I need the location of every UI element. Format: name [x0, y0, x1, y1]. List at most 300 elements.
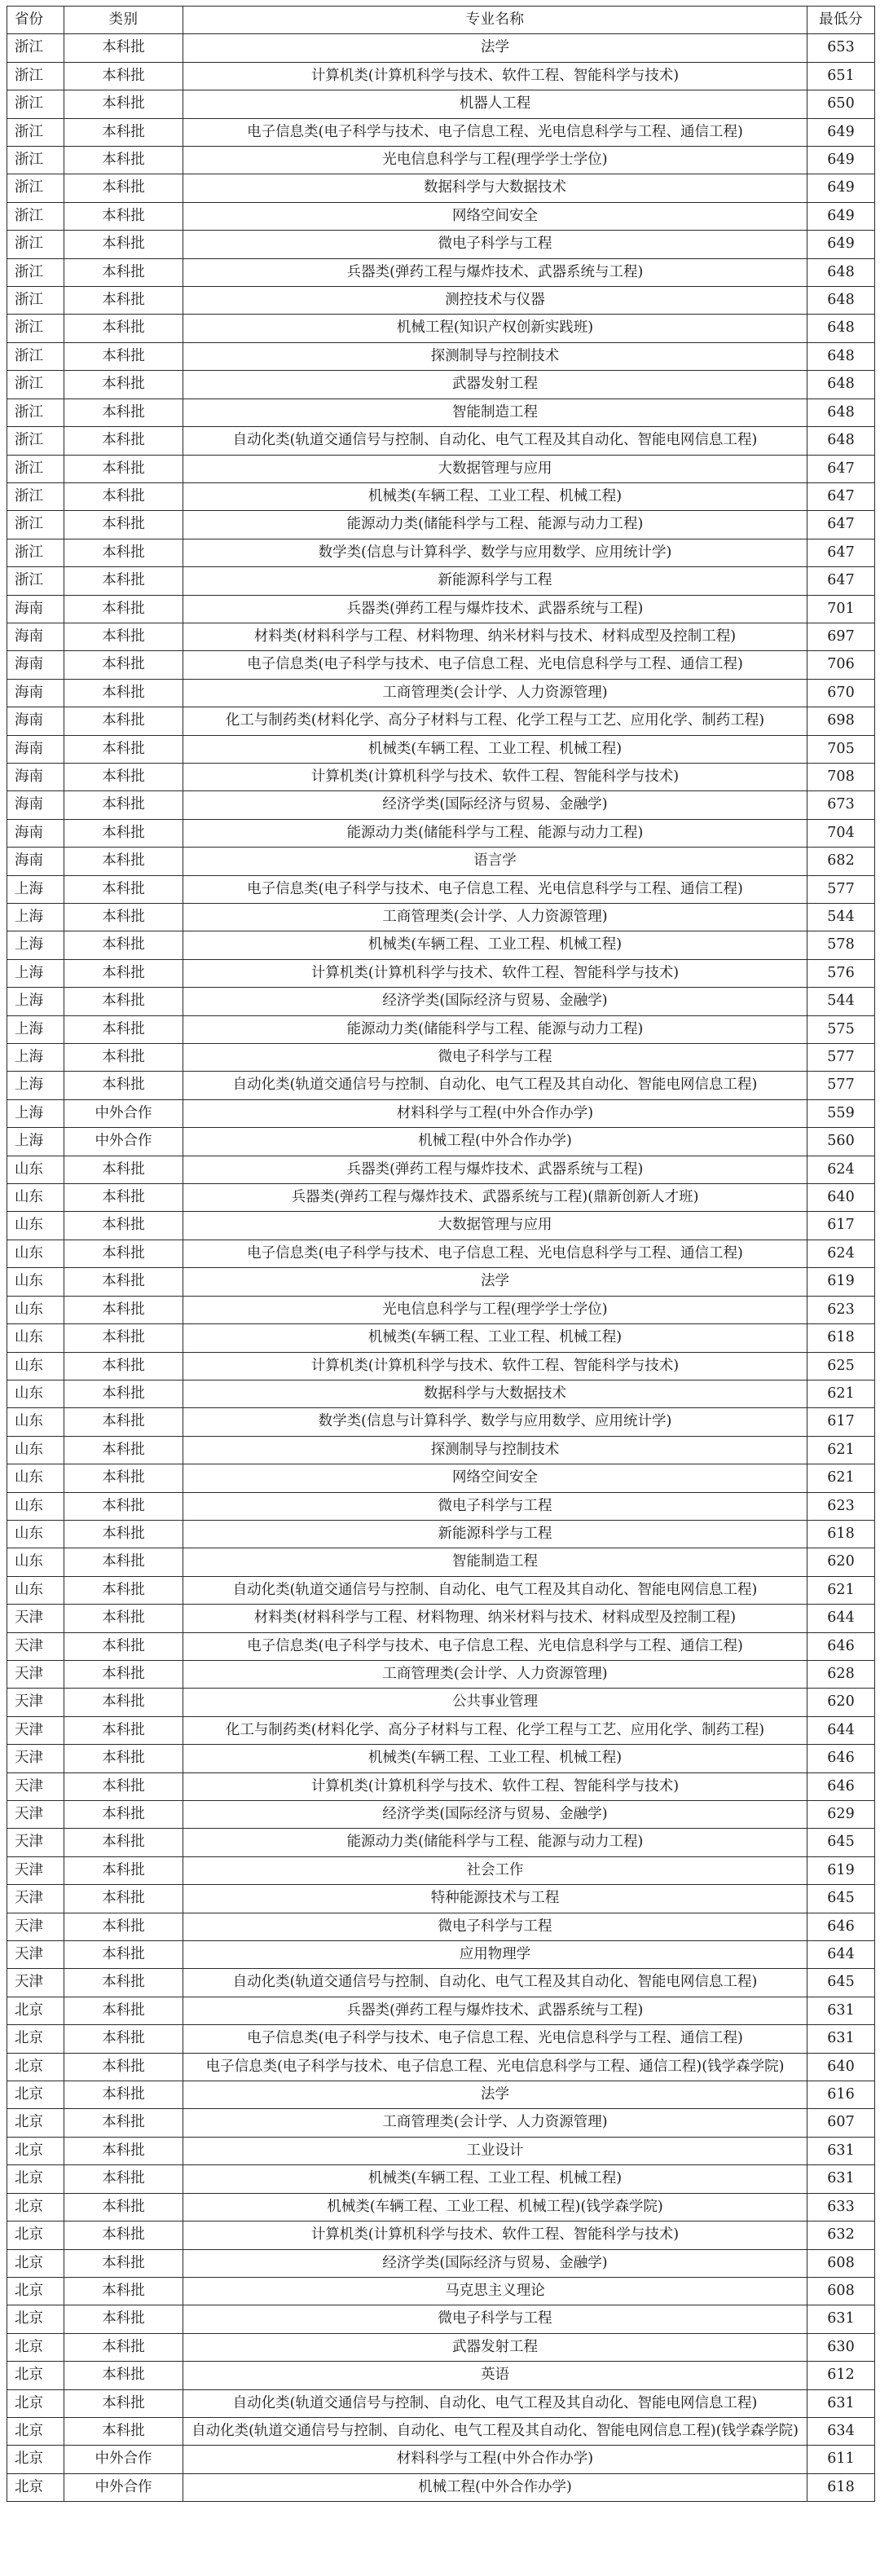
cell-min-score: 608 — [807, 2277, 875, 2305]
cell-category: 本科批 — [64, 1240, 183, 1267]
cell-category: 中外合作 — [64, 1128, 183, 1156]
cell-min-score: 648 — [807, 258, 875, 286]
cell-min-score: 648 — [807, 427, 875, 455]
cell-major-name: 光电信息科学与工程(理学学士学位) — [183, 1296, 807, 1323]
table-row — [7, 427, 875, 455]
cell-category: 本科批 — [64, 595, 183, 623]
cell-min-score: 649 — [807, 147, 875, 174]
cell-category: 本科批 — [64, 1072, 183, 1099]
cell-min-score: 544 — [807, 988, 875, 1015]
cell-major-name: 经济学类(国际经济与贸易、金融学) — [183, 2249, 807, 2277]
cell-major-name: 自动化类(轨道交通信号与控制、自动化、电气工程及其自动化、智能电网信息工程) — [183, 1969, 807, 1997]
cell-major-name: 网络空间安全 — [183, 202, 807, 230]
cell-min-score: 631 — [807, 2137, 875, 2164]
table-row — [7, 595, 875, 623]
header-category: 类别 — [64, 7, 183, 34]
cell-major-name: 机械工程(中外合作办学) — [183, 1128, 807, 1156]
table-row — [7, 1716, 875, 1744]
cell-province: 北京 — [7, 2137, 64, 2164]
cell-category: 本科批 — [64, 707, 183, 735]
table-row — [7, 2249, 875, 2277]
table-row — [7, 1156, 875, 1183]
cell-major-name: 计算机类(计算机科学与技术、软件工程、智能科学与技术) — [183, 959, 807, 987]
cell-min-score: 646 — [807, 1632, 875, 1660]
cell-min-score: 608 — [807, 2249, 875, 2277]
cell-category: 本科批 — [64, 1801, 183, 1829]
cell-category: 本科批 — [64, 1772, 183, 1800]
cell-category: 中外合作 — [64, 2446, 183, 2473]
cell-category: 本科批 — [64, 1408, 183, 1436]
cell-province: 北京 — [7, 2473, 64, 2501]
cell-category: 本科批 — [64, 848, 183, 875]
cell-province: 山东 — [7, 1156, 64, 1183]
cell-min-score: 653 — [807, 34, 875, 62]
table-row — [7, 931, 875, 959]
cell-province: 浙江 — [7, 231, 64, 258]
cell-major-name: 材料类(材料科学与工程、材料物理、纳米材料与技术、材料成型及控制工程) — [183, 623, 807, 650]
table-row — [7, 1829, 875, 1856]
table-row — [7, 2333, 875, 2361]
table-row — [7, 90, 875, 118]
cell-major-name: 微电子科学与工程 — [183, 1044, 807, 1072]
cell-major-name: 智能制造工程 — [183, 399, 807, 426]
cell-major-name: 测控技术与仪器 — [183, 287, 807, 315]
table-row — [7, 2417, 875, 2445]
cell-min-score: 577 — [807, 1044, 875, 1072]
cell-min-score: 612 — [807, 2362, 875, 2389]
cell-category: 本科批 — [64, 1969, 183, 1997]
cell-category: 本科批 — [64, 931, 183, 959]
cell-category: 本科批 — [64, 2193, 183, 2221]
cell-major-name: 大数据管理与应用 — [183, 1212, 807, 1240]
cell-min-score: 698 — [807, 707, 875, 735]
table-row — [7, 1436, 875, 1464]
cell-category: 本科批 — [64, 90, 183, 118]
cell-province: 海南 — [7, 763, 64, 790]
cell-min-score: 644 — [807, 1716, 875, 1744]
table-row — [7, 1324, 875, 1352]
cell-major-name: 数据科学与大数据技术 — [183, 1380, 807, 1407]
cell-province: 天津 — [7, 1885, 64, 1913]
cell-province: 天津 — [7, 1660, 64, 1688]
cell-major-name: 法学 — [183, 2081, 807, 2109]
cell-category: 本科批 — [64, 62, 183, 90]
cell-province: 山东 — [7, 1408, 64, 1436]
cell-category: 本科批 — [64, 1689, 183, 1716]
cell-province: 海南 — [7, 735, 64, 763]
cell-major-name: 经济学类(国际经济与贸易、金融学) — [183, 791, 807, 819]
cell-min-score: 706 — [807, 651, 875, 679]
cell-province: 山东 — [7, 1324, 64, 1352]
cell-category: 本科批 — [64, 34, 183, 62]
cell-category: 本科批 — [64, 679, 183, 707]
cell-major-name: 机械类(车辆工程、工业工程、机械工程) — [183, 2165, 807, 2193]
table-row — [7, 1856, 875, 1884]
table-row — [7, 174, 875, 202]
table-row — [7, 1296, 875, 1323]
cell-major-name: 兵器类(弹药工程与爆炸技术、武器系统与工程)(鼎新创新人才班) — [183, 1184, 807, 1212]
cell-province: 浙江 — [7, 90, 64, 118]
cell-min-score: 631 — [807, 2025, 875, 2053]
cell-province: 北京 — [7, 2417, 64, 2445]
cell-category: 本科批 — [64, 904, 183, 931]
cell-major-name: 马克思主义理论 — [183, 2277, 807, 2305]
cell-category: 本科批 — [64, 1044, 183, 1072]
cell-min-score: 644 — [807, 1605, 875, 1632]
table-row — [7, 1492, 875, 1520]
cell-min-score: 682 — [807, 848, 875, 875]
cell-province: 天津 — [7, 1856, 64, 1884]
cell-min-score: 647 — [807, 455, 875, 482]
cell-category: 本科批 — [64, 2222, 183, 2249]
cell-major-name: 自动化类(轨道交通信号与控制、自动化、电气工程及其自动化、智能电网信息工程) — [183, 2389, 807, 2417]
cell-major-name: 数据科学与大数据技术 — [183, 174, 807, 202]
cell-province: 浙江 — [7, 287, 64, 315]
cell-category: 本科批 — [64, 2305, 183, 2333]
cell-province: 上海 — [7, 904, 64, 931]
cell-min-score: 619 — [807, 1856, 875, 1884]
header-min-score: 最低分 — [807, 7, 875, 34]
cell-category: 本科批 — [64, 791, 183, 819]
cell-province: 浙江 — [7, 399, 64, 426]
cell-province: 北京 — [7, 2389, 64, 2417]
cell-province: 北京 — [7, 2193, 64, 2221]
cell-province: 北京 — [7, 2249, 64, 2277]
cell-major-name: 机械类(车辆工程、工业工程、机械工程) — [183, 1745, 807, 1772]
cell-province: 北京 — [7, 2081, 64, 2109]
cell-min-score: 648 — [807, 287, 875, 315]
cell-major-name: 微电子科学与工程 — [183, 1492, 807, 1520]
table-row — [7, 623, 875, 650]
table-row — [7, 539, 875, 566]
cell-province: 上海 — [7, 959, 64, 987]
cell-min-score: 607 — [807, 2109, 875, 2137]
cell-category: 本科批 — [64, 455, 183, 482]
table-row — [7, 2389, 875, 2417]
cell-min-score: 618 — [807, 2473, 875, 2501]
cell-province: 山东 — [7, 1380, 64, 1407]
cell-province: 天津 — [7, 1829, 64, 1856]
cell-province: 天津 — [7, 1632, 64, 1660]
cell-min-score: 628 — [807, 1660, 875, 1688]
cell-category: 本科批 — [64, 315, 183, 342]
table-row — [7, 904, 875, 931]
table-row — [7, 1015, 875, 1043]
table-row — [7, 1072, 875, 1099]
cell-category: 本科批 — [64, 342, 183, 370]
cell-major-name: 探测制导与控制技术 — [183, 342, 807, 370]
table-row — [7, 482, 875, 510]
cell-category: 本科批 — [64, 1184, 183, 1212]
cell-province: 海南 — [7, 651, 64, 679]
cell-province: 北京 — [7, 2446, 64, 2473]
table-row — [7, 1212, 875, 1240]
cell-min-score: 577 — [807, 1072, 875, 1099]
table-row — [7, 315, 875, 342]
cell-major-name: 材料科学与工程(中外合作办学) — [183, 1099, 807, 1127]
table-row — [7, 1184, 875, 1212]
cell-min-score: 616 — [807, 2081, 875, 2109]
cell-min-score: 631 — [807, 2305, 875, 2333]
cell-province: 上海 — [7, 1128, 64, 1156]
cell-province: 山东 — [7, 1576, 64, 1604]
cell-province: 浙江 — [7, 34, 64, 62]
cell-min-score: 631 — [807, 1997, 875, 2024]
cell-category: 本科批 — [64, 371, 183, 399]
cell-major-name: 经济学类(国际经济与贸易、金融学) — [183, 1801, 807, 1829]
cell-province: 山东 — [7, 1184, 64, 1212]
cell-major-name: 兵器类(弹药工程与爆炸技术、武器系统与工程) — [183, 1156, 807, 1183]
cell-category: 本科批 — [64, 1015, 183, 1043]
cell-category: 本科批 — [64, 287, 183, 315]
cell-min-score: 559 — [807, 1099, 875, 1127]
cell-province: 海南 — [7, 791, 64, 819]
table-row — [7, 2277, 875, 2305]
cell-province: 北京 — [7, 2222, 64, 2249]
cell-major-name: 数学类(信息与计算科学、数学与应用数学、应用统计学) — [183, 539, 807, 566]
cell-category: 本科批 — [64, 1632, 183, 1660]
cell-major-name: 大数据管理与应用 — [183, 455, 807, 482]
cell-province: 浙江 — [7, 315, 64, 342]
cell-category: 本科批 — [64, 1605, 183, 1632]
cell-major-name: 网络空间安全 — [183, 1464, 807, 1492]
cell-min-score: 625 — [807, 1352, 875, 1380]
cell-major-name: 新能源科学与工程 — [183, 1520, 807, 1548]
cell-category: 本科批 — [64, 2417, 183, 2445]
cell-category: 本科批 — [64, 1352, 183, 1380]
table-row — [7, 1660, 875, 1688]
cell-category: 本科批 — [64, 1464, 183, 1492]
cell-province: 天津 — [7, 1716, 64, 1744]
cell-major-name: 机械类(车辆工程、工业工程、机械工程) — [183, 735, 807, 763]
cell-major-name: 电子信息类(电子科学与技术、电子信息工程、光电信息科学与工程、通信工程) — [183, 2025, 807, 2053]
cell-major-name: 电子信息类(电子科学与技术、电子信息工程、光电信息科学与工程、通信工程) — [183, 875, 807, 903]
cell-major-name: 电子信息类(电子科学与技术、电子信息工程、光电信息科学与工程、通信工程)(钱学森学院) — [183, 2053, 807, 2081]
cell-min-score: 673 — [807, 791, 875, 819]
cell-min-score: 649 — [807, 202, 875, 230]
cell-province: 山东 — [7, 1352, 64, 1380]
cell-province: 上海 — [7, 1072, 64, 1099]
table-row — [7, 1464, 875, 1492]
table-row — [7, 848, 875, 875]
cell-province: 山东 — [7, 1520, 64, 1548]
cell-min-score: 647 — [807, 511, 875, 539]
cell-province: 山东 — [7, 1268, 64, 1296]
cell-min-score: 651 — [807, 62, 875, 90]
cell-category: 本科批 — [64, 1856, 183, 1884]
cell-min-score: 621 — [807, 1380, 875, 1407]
cell-major-name: 材料科学与工程(中外合作办学) — [183, 2446, 807, 2473]
cell-min-score: 619 — [807, 1268, 875, 1296]
cell-major-name: 能源动力类(储能科学与工程、能源与动力工程) — [183, 511, 807, 539]
table-row — [7, 2025, 875, 2053]
cell-min-score: 620 — [807, 1689, 875, 1716]
cell-category: 本科批 — [64, 482, 183, 510]
table-row — [7, 1605, 875, 1632]
cell-major-name: 材料类(材料科学与工程、材料物理、纳米材料与技术、材料成型及控制工程) — [183, 1605, 807, 1632]
cell-min-score: 640 — [807, 2053, 875, 2081]
cell-category: 本科批 — [64, 174, 183, 202]
cell-min-score: 648 — [807, 399, 875, 426]
cell-category: 本科批 — [64, 2249, 183, 2277]
table-row — [7, 1128, 875, 1156]
cell-min-score: 650 — [807, 90, 875, 118]
cell-major-name: 应用物理学 — [183, 1941, 807, 1969]
cell-province: 山东 — [7, 1464, 64, 1492]
table-row — [7, 2362, 875, 2389]
cell-major-name: 语言学 — [183, 848, 807, 875]
cell-major-name: 工业设计 — [183, 2137, 807, 2164]
cell-major-name: 计算机类(计算机科学与技术、软件工程、智能科学与技术) — [183, 2222, 807, 2249]
cell-min-score: 648 — [807, 315, 875, 342]
cell-category: 本科批 — [64, 567, 183, 595]
table-row — [7, 455, 875, 482]
cell-major-name: 自动化类(轨道交通信号与控制、自动化、电气工程及其自动化、智能电网信息工程) — [183, 1576, 807, 1604]
cell-major-name: 化工与制药类(材料化学、高分子材料与工程、化学工程与工艺、应用化学、制药工程) — [183, 707, 807, 735]
table-row — [7, 1240, 875, 1267]
cell-province: 山东 — [7, 1240, 64, 1267]
cell-major-name: 电子信息类(电子科学与技术、电子信息工程、光电信息科学与工程、通信工程) — [183, 1632, 807, 1660]
cell-province: 海南 — [7, 595, 64, 623]
cell-min-score: 646 — [807, 1745, 875, 1772]
table-row — [7, 2193, 875, 2221]
table-row — [7, 1913, 875, 1940]
cell-major-name: 机械类(车辆工程、工业工程、机械工程) — [183, 1324, 807, 1352]
cell-major-name: 微电子科学与工程 — [183, 231, 807, 258]
cell-province: 浙江 — [7, 174, 64, 202]
cell-province: 浙江 — [7, 258, 64, 286]
table-row — [7, 1380, 875, 1407]
cell-category: 中外合作 — [64, 2473, 183, 2501]
cell-min-score: 629 — [807, 1801, 875, 1829]
cell-category: 本科批 — [64, 2025, 183, 2053]
cell-major-name: 智能制造工程 — [183, 1548, 807, 1576]
cell-min-score: 647 — [807, 482, 875, 510]
cell-category: 本科批 — [64, 147, 183, 174]
cell-major-name: 能源动力类(储能科学与工程、能源与动力工程) — [183, 1829, 807, 1856]
cell-major-name: 兵器类(弹药工程与爆炸技术、武器系统与工程) — [183, 1997, 807, 2024]
cell-min-score: 647 — [807, 567, 875, 595]
table-row — [7, 679, 875, 707]
table-row — [7, 371, 875, 399]
cell-province: 浙江 — [7, 427, 64, 455]
cell-major-name: 兵器类(弹药工程与爆炸技术、武器系统与工程) — [183, 258, 807, 286]
table-row — [7, 34, 875, 62]
table-row — [7, 988, 875, 1015]
cell-province: 山东 — [7, 1296, 64, 1323]
table-row — [7, 202, 875, 230]
cell-min-score: 631 — [807, 2389, 875, 2417]
cell-province: 天津 — [7, 1941, 64, 1969]
table-row — [7, 2109, 875, 2137]
cell-min-score: 644 — [807, 1941, 875, 1969]
cell-min-score: 618 — [807, 1324, 875, 1352]
cell-major-name: 经济学类(国际经济与贸易、金融学) — [183, 988, 807, 1015]
table-row — [7, 2053, 875, 2081]
cell-major-name: 电子信息类(电子科学与技术、电子信息工程、光电信息科学与工程、通信工程) — [183, 118, 807, 146]
table-row — [7, 1632, 875, 1660]
cell-category: 本科批 — [64, 427, 183, 455]
cell-province: 浙江 — [7, 539, 64, 566]
cell-category: 本科批 — [64, 2389, 183, 2417]
cell-major-name: 自动化类(轨道交通信号与控制、自动化、电气工程及其自动化、智能电网信息工程)(钱学森学院) — [183, 2417, 807, 2445]
cell-category: 本科批 — [64, 1941, 183, 1969]
cell-category: 本科批 — [64, 2137, 183, 2164]
cell-province: 天津 — [7, 1689, 64, 1716]
cell-major-name: 武器发射工程 — [183, 2333, 807, 2361]
cell-major-name: 计算机类(计算机科学与技术、软件工程、智能科学与技术) — [183, 62, 807, 90]
cell-major-name: 计算机类(计算机科学与技术、软件工程、智能科学与技术) — [183, 1772, 807, 1800]
table-row — [7, 1408, 875, 1436]
cell-province: 上海 — [7, 875, 64, 903]
cell-province: 山东 — [7, 1492, 64, 1520]
cell-category: 本科批 — [64, 763, 183, 790]
cell-major-name: 工商管理类(会计学、人力资源管理) — [183, 904, 807, 931]
table-row — [7, 1745, 875, 1772]
admission-score-table — [7, 6, 875, 2502]
cell-province: 天津 — [7, 1801, 64, 1829]
table-row — [7, 1885, 875, 1913]
cell-min-score: 578 — [807, 931, 875, 959]
cell-min-score: 649 — [807, 174, 875, 202]
table-row — [7, 2446, 875, 2473]
cell-category: 本科批 — [64, 2333, 183, 2361]
cell-province: 浙江 — [7, 62, 64, 90]
cell-min-score: 670 — [807, 679, 875, 707]
cell-province: 北京 — [7, 2277, 64, 2305]
cell-category: 本科批 — [64, 1492, 183, 1520]
cell-province: 山东 — [7, 1436, 64, 1464]
cell-min-score: 646 — [807, 1772, 875, 1800]
cell-major-name: 机械类(车辆工程、工业工程、机械工程) — [183, 482, 807, 510]
cell-min-score: 623 — [807, 1492, 875, 1520]
cell-min-score: 708 — [807, 763, 875, 790]
cell-category: 本科批 — [64, 1380, 183, 1407]
cell-category: 本科批 — [64, 1997, 183, 2024]
cell-min-score: 697 — [807, 623, 875, 650]
cell-category: 本科批 — [64, 1520, 183, 1548]
cell-min-score: 623 — [807, 1296, 875, 1323]
cell-province: 浙江 — [7, 118, 64, 146]
cell-province: 浙江 — [7, 342, 64, 370]
table-row — [7, 231, 875, 258]
cell-min-score: 620 — [807, 1548, 875, 1576]
table-row — [7, 819, 875, 847]
cell-province: 上海 — [7, 1044, 64, 1072]
cell-min-score: 575 — [807, 1015, 875, 1043]
table-row — [7, 1268, 875, 1296]
cell-min-score: 621 — [807, 1576, 875, 1604]
cell-category: 本科批 — [64, 1324, 183, 1352]
table-row — [7, 2081, 875, 2109]
cell-min-score: 560 — [807, 1128, 875, 1156]
table-row — [7, 287, 875, 315]
cell-province: 上海 — [7, 1015, 64, 1043]
cell-category: 本科批 — [64, 875, 183, 903]
cell-category: 本科批 — [64, 202, 183, 230]
cell-min-score: 624 — [807, 1156, 875, 1183]
cell-min-score: 630 — [807, 2333, 875, 2361]
table-row — [7, 1689, 875, 1716]
cell-major-name: 电子信息类(电子科学与技术、电子信息工程、光电信息科学与工程、通信工程) — [183, 651, 807, 679]
cell-major-name: 计算机类(计算机科学与技术、软件工程、智能科学与技术) — [183, 1352, 807, 1380]
cell-major-name: 微电子科学与工程 — [183, 1913, 807, 1940]
cell-major-name: 工商管理类(会计学、人力资源管理) — [183, 679, 807, 707]
cell-province: 海南 — [7, 679, 64, 707]
cell-major-name: 社会工作 — [183, 1856, 807, 1884]
cell-major-name: 机械类(车辆工程、工业工程、机械工程) — [183, 931, 807, 959]
header-major-name: 专业名称 — [183, 7, 807, 34]
